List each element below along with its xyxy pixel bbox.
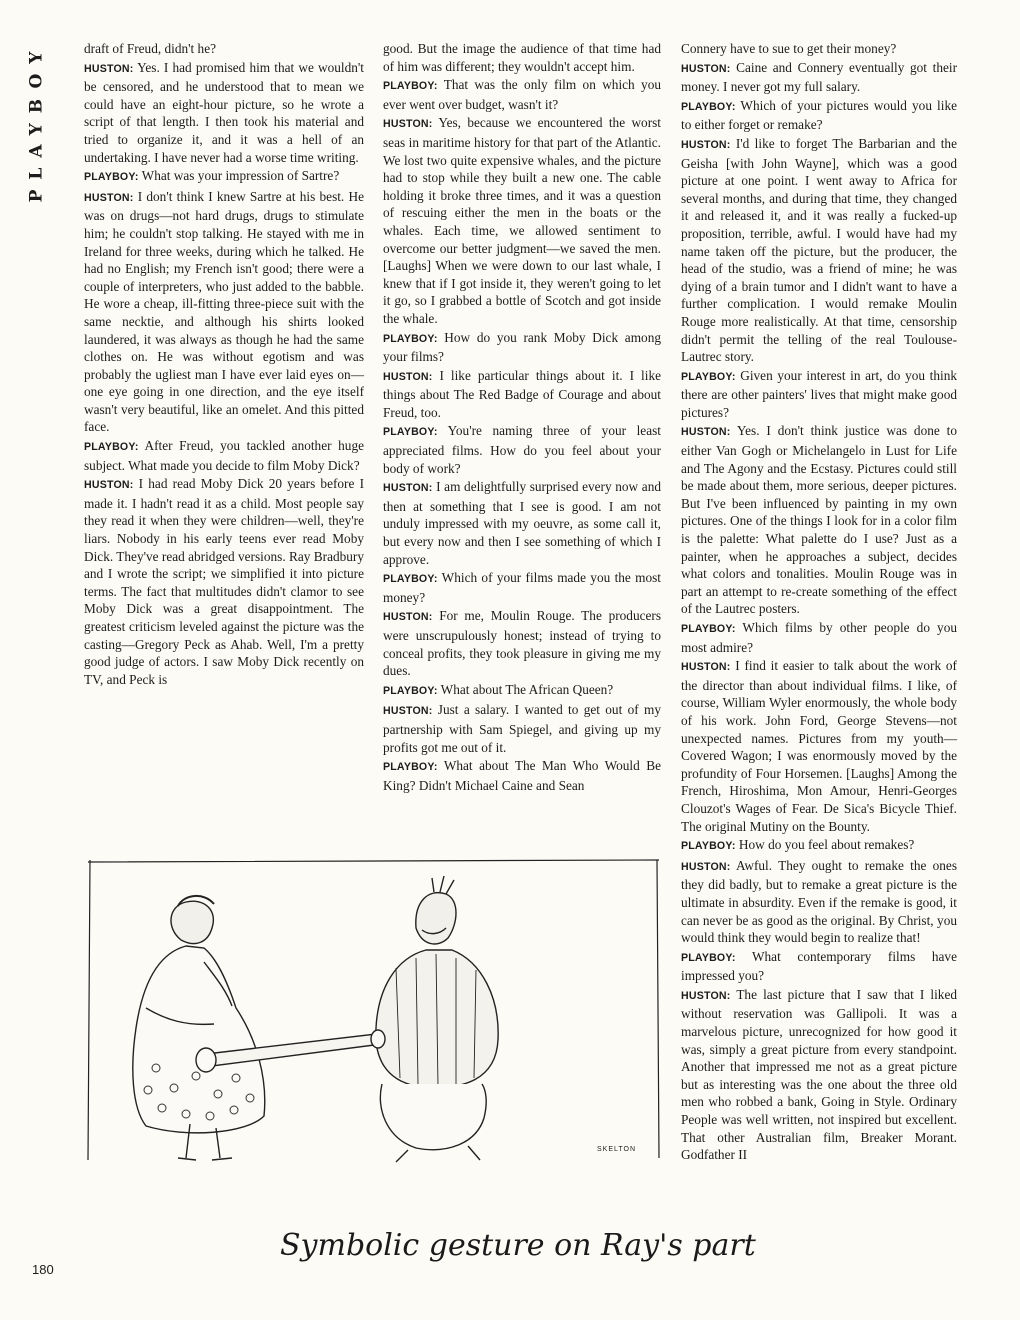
column-3 <box>681 40 957 1165</box>
paragraph: draft of Freud, didn't he? <box>84 41 217 56</box>
speaker-label: HUSTON: <box>383 611 433 624</box>
speaker-label: HUSTON: <box>383 482 433 495</box>
speaker-label: PLAYBOY: <box>383 332 438 345</box>
speaker-label: PLAYBOY: <box>681 623 736 635</box>
speaker-label: PLAYBOY: <box>681 951 736 964</box>
paragraph: HUSTON: Awful. They ought to remake the ones they did badly, but to remake a great picture is the ultimate in absurdity. Even if the remake is good, it can never be as good as the original. By Christ, you would think they would begin to realize that! <box>681 857 957 946</box>
paragraph: PLAYBOY: That was the only film on which you ever went over budget, wasn't it? <box>383 77 661 112</box>
speaker-label: PLAYBOY: <box>383 426 438 439</box>
speaker-label: PLAYBOY: <box>681 100 736 113</box>
speaker-label: PLAYBOY: <box>681 840 736 853</box>
speaker-label: HUSTON: <box>84 191 134 204</box>
column-2 <box>383 40 661 795</box>
cartoon-caption: Symbolic gesture on Ray's part <box>280 1228 756 1263</box>
paragraph: HUSTON: I don't think I knew Sartre at his best. He was on drugs—not hard drugs, drugs to stimulate him; he couldn't stop talking. He stayed with me in Ireland for three weeks, during which he talked. He had no English; my French isn't good; there were a couple of interpreters, who just added to the babble. He wore a cheap, ill-fitting three-piece suit with the same necktie, and although his shirts looked laundered, it was always as though he had the same clothes on. He was without egotism and was probably the ugliest man I have ever laid eyes on—one eye going in one direction, and the eye itself wasn't very beautiful, like an omelet. And this pitted face. <box>84 188 364 435</box>
paragraph: good. But the image the audience of that time had of him was different; they wouldn't accept him. <box>383 41 661 74</box>
speaker-label: HUSTON: <box>681 661 731 674</box>
speaker-label: PLAYBOY: <box>84 171 139 184</box>
paragraph: HUSTON: Yes. I don't think justice was done to either Van Gogh or Michelangelo in Lust for Life and The Agony and the Ecstasy. Pictures could still be made about them, more serious, deeper pictures. But I've been influenced by painting in my own pictures. One of the things I look for in a color film is the palette: What palette do I use? Just as a painter, when he approaches a subject, decides what colors and tonalities. Moulin Rouge was in part an attempt to re-create something of the effect of the Lautrec posters. <box>681 423 957 617</box>
paragraph: PLAYBOY: After Freud, you tackled another huge subject. What made you decide to film Moby Dick? <box>84 438 365 473</box>
speaker-label: PLAYBOY: <box>84 441 139 454</box>
speaker-label: HUSTON: <box>383 370 433 383</box>
paragraph: HUSTON: Just a salary. I wanted to get out of my partnership with Sam Spiegel, and giving up my profits got me out of it. <box>383 702 661 755</box>
paragraph: Connery have to sue to get their money? <box>681 41 897 56</box>
paragraph: PLAYBOY: What about The Man Who Would Be King? Didn't Michael Caine and Sean <box>383 758 661 793</box>
paragraph: HUSTON: I find it easier to talk about the work of the director than about individual films. I like, of course, William Wyler enormously, the whole body of his work. John Ford, George Stevens—not unexpected names. Pictures from my youth—Covered Wagon; I was enormously moved by the profundity of Four Horsemen. [Laughs] Among the French, Hiroshima, Mon Amour, Henri-Georges Clouzot's Wages of Fear. De Sica's Bicycle Thief. The original Mutiny on the Bounty. <box>681 658 957 834</box>
paragraph: HUSTON: Caine and Connery eventually got their money. I never got my full salary. <box>681 59 958 95</box>
paragraph: PLAYBOY: Given your interest in art, do you think there are other painters' lives that might make good pictures? <box>681 367 958 420</box>
speaker-label: PLAYBOY: <box>383 684 438 697</box>
speaker-label: HUSTON: <box>383 705 433 718</box>
speaker-label: HUSTON: <box>681 426 731 439</box>
paragraph: PLAYBOY: How do you feel about remakes? <box>681 837 915 853</box>
cartoon-drawing <box>86 858 661 1230</box>
paragraph: HUSTON: I had read Moby Dick 20 years before I made it. I hadn't read it as a child. Most people say they read it when they were children—well, they're liars. Nobody in his early teens ever read Moby Dick. They've read abridged versions. Ray Bradbury and I wrote the script; we simplified it into picture terms. The fact that multitudes didn't clamor to see Moby Dick was a great disappointment. The greatest criticism leveled against the picture was the casting—Gregory Peck as Ahab. Well, I'm a pretty good judge of actors. I saw Moby Dick recently on TV, and Peck is <box>84 476 364 687</box>
page-number: 180 <box>32 1262 54 1277</box>
paragraph: HUSTON: I am delightfully surprised every now and then at something that I see is good. I am not unduly impressed with my oeuvre, as some call it, but every now and then I see something of which I approve. <box>383 479 661 567</box>
paragraph: PLAYBOY: What was your impression of Sartre? <box>84 168 340 184</box>
speaker-label: PLAYBOY: <box>383 80 438 93</box>
magazine-masthead <box>22 42 50 202</box>
speaker-label: HUSTON: <box>383 118 433 131</box>
paragraph: PLAYBOY: You're naming three of your least appreciated films. How do you feel about your body of work? <box>383 423 661 476</box>
paragraph: PLAYBOY: Which of your pictures would you like to either forget or remake? <box>681 97 957 133</box>
speaker-label: PLAYBOY: <box>681 370 736 383</box>
speaker-label: HUSTON: <box>681 138 731 151</box>
paragraph: HUSTON: For me, Moulin Rouge. The producers were unscrupulously honest; instead of trying to conceal profits, they took pleasure in giving me my dues. <box>383 608 662 679</box>
paragraph: HUSTON: Yes. I had promised him that we wouldn't be censored, and he understood that to mean we could have an eight-hour picture, so he wrote a script of that length. I then took his material and tried to organize it, and it was a hell of an undertaking. I have never had a worse time writing. <box>84 59 364 165</box>
paragraph: HUSTON: The last picture that I saw that I liked without reservation was Gallipoli. It was a marvelous picture, unrecognized for how good it was, simply a great picture from every standpoint. Another that impressed me not as a great picture but as interesting was the one about the three old men who robbed a bank, Going in Style. Ordinary People was well written, not inspired but excellent. That other Australian film, Breaker Morant. Godfather II <box>681 986 957 1163</box>
masthead-text: PLAYBOY <box>26 41 46 203</box>
paragraph: PLAYBOY: Which films by other people do you most admire? <box>681 620 957 655</box>
speaker-label: HUSTON: <box>84 479 134 492</box>
artist-signature: SKELTON <box>597 1146 637 1153</box>
column-1 <box>84 40 364 689</box>
speaker-label: HUSTON: <box>681 989 731 1002</box>
speaker-label: HUSTON: <box>84 62 134 75</box>
speaker-label: PLAYBOY: <box>383 573 438 586</box>
paragraph: PLAYBOY: What about The African Queen? <box>383 681 614 697</box>
paragraph: PLAYBOY: What contemporary films have impressed you? <box>681 948 957 984</box>
paragraph: HUSTON: I'd like to forget The Barbarian and the Geisha [with John Wayne], which was a good picture at one point. I went away to Africa for several months, and during that time, they changed it and released it, and it was really a fucked-up proposition, terrible, awful. I would have had my name taken off the picture, but the producer, the head of the studio, was a friend of mine; he was dying of a brain tumor and I didn't want to have a further complication. I would remake Moulin Rouge more realistically. At that time, censorship didn't permit the telling of the real Toulouse-Lautrec story. <box>681 135 957 365</box>
speaker-label: PLAYBOY: <box>383 761 438 774</box>
paragraph: HUSTON: Yes, because we encountered the worst seas in maritime history for that part of the Atlantic. We lost two quite expensive whales, and the picture had to stop while they built a new one. The cable holding it broke three times, and it was a question of rescuing either the men in the boats or the whales. Each time, we allowed sentiment to overcome our better judgment—we saved the men. [Laughs] When we were down to our last whale, I knew that if I got inside it, they weren't going to let it go, so I grabbed a bottle of Scotch and got inside the whale. <box>383 115 661 326</box>
cartoon-illustration <box>86 858 661 1230</box>
speaker-label: HUSTON: <box>681 860 731 873</box>
paragraph: PLAYBOY: How do you rank Moby Dick among your films? <box>383 329 661 365</box>
paragraph: HUSTON: I like particular things about it. I like things about The Red Badge of Courage and about Freud, too. <box>383 367 661 420</box>
paragraph: PLAYBOY: Which of your films made you the most money? <box>383 570 661 605</box>
speaker-label: HUSTON: <box>681 62 731 75</box>
